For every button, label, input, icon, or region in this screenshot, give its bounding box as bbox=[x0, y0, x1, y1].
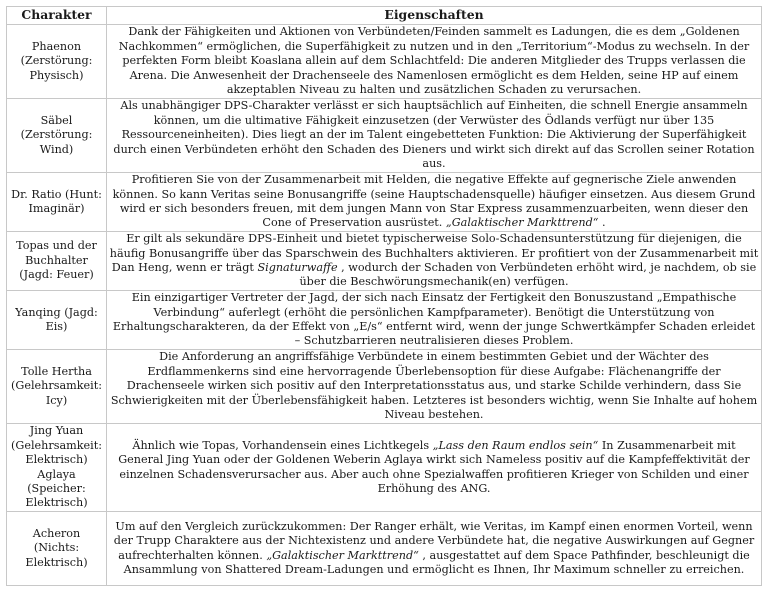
properties-text-after: , ausgestattet auf dem Space Pathfinder, beschleunigt die Ansammlung von Shattered Dream-Ladungen und ermöglicht es Ihnen, Ihr Maximum schneller zu erreichen. bbox=[123, 548, 750, 576]
table-row bbox=[7, 512, 762, 586]
table-row bbox=[7, 173, 762, 232]
character-cell: Dr. Ratio (Hunt: Imaginär) bbox=[7, 173, 107, 232]
properties-text: Die Anforderung an angriffsfähige Verbündete in einem bestimmten Gebiet und der Wächter des Erdflammenkerns sind eine hervorragende Überlebensoption für diese Aufgabe: Flächenangriffe der Drachenseele wirken sich positiv auf den Interpretationsstatus aus, und starke Schilde verhindern, dass Sie Schwierigkeiten mit der Überlebensfähigkeit haben. Letzteres ist besonders wichtig, wenn Sie Inhalte auf hohem Niveau bestehen. bbox=[110, 350, 758, 422]
properties-italic: „Galaktischer Markttrend“ bbox=[266, 548, 419, 562]
properties-text: Ähnlich wie Topas, Vorhandensein eines Lichtkegels bbox=[132, 438, 433, 452]
properties-text-after: . bbox=[598, 216, 606, 230]
header-row bbox=[7, 7, 762, 25]
character-cell: Acheron (Nichts: Elektrisch) bbox=[7, 512, 107, 586]
properties-cell bbox=[107, 512, 762, 586]
properties-italic: „Lass den Raum endlos sein“ bbox=[432, 438, 599, 452]
properties-cell bbox=[107, 350, 762, 424]
table-row bbox=[7, 232, 762, 291]
properties-text: Dank der Fähigkeiten und Aktionen von Verbündeten/Feinden sammelt es Ladungen, die es dem „Goldenen Nachkommen“ ermöglichen, die Superfähigkeit zu nutzen und in den „Territorium“-Modus zu wechseln. In der perfekten Form bleibt Koaslana allein auf dem Schlachtfeld: Die anderen Mitglieder des Trupps verlassen die Arena. Die Anwesenheit der Drachenseele des Namenlosen ermöglicht es dem Helden, seine HP auf einem akzeptablen Niveau zu halten und zusätzlichen Schaden zu verursachen. bbox=[118, 25, 750, 97]
character-cell: Topas und der Buchhalter (Jagd: Feuer) bbox=[7, 232, 107, 291]
properties-italic: „Galaktischer Markttrend“ bbox=[445, 216, 599, 230]
table-row bbox=[7, 424, 762, 512]
properties-text: Er gilt als sekundäre DPS-Einheit und bietet typischerweise Solo-Schadensunterstützung für diejenigen, die häufig Bonusangriffe über das Sparschwein des Buchhalters aktivieren. Er profitiert von der Zusammenarbeit mit Dan Heng, wenn er trägt bbox=[109, 232, 759, 274]
character-table bbox=[6, 6, 762, 586]
properties-text: Ein einzigartiger Vertreter der Jagd, der sich nach Einsatz der Fertigkeit den Bonuszustand „Empathische Verbindung“ auferlegt (erhöht die persönlichen Kampfparameter). Benötigt die Unterstützung von Erhaltungscharakteren, da der Effekt von „E/s“ entfernt wird, wenn der junge Schwertkämpfer Schaden erleidet – Schutzbarrieren neutralisieren dieses Problem. bbox=[112, 291, 756, 348]
table-row bbox=[7, 99, 762, 173]
properties-text-after: In Zusammenarbeit mit General Jing Yuan oder der Goldenen Weberin Aglaya wirkt sich Nameless positiv auf die Kampfeffektivität der einzelnen Schadensverursacher aus. Aber auch ohne Spezialwaffen profitieren Krieger von Schilden und einer Erhöhung des ANG. bbox=[118, 438, 750, 495]
properties-cell bbox=[107, 173, 762, 232]
header-charakter: Charakter bbox=[7, 7, 107, 25]
character-cell: Tolle Hertha (Gelehrsamkeit: Icy) bbox=[7, 350, 107, 424]
character-cell: Phaenon (Zerstörung: Physisch) bbox=[7, 25, 107, 99]
properties-text: Profitieren Sie von der Zusammenarbeit mit Helden, die negative Effekte auf gegnerische Ziele anwenden können. So kann Veritas seine Bonusangriffe (seine Hauptschadensquelle) häufiger einsetzen. Aus diesem Grund wird er sich besonders freuen, mit dem jungen Mann von Star Express zusammenzuarbeiten, wenn dieser den Cone of Preservation ausrüstet. bbox=[112, 173, 756, 230]
properties-cell bbox=[107, 232, 762, 291]
properties-italic: Signaturwaffe bbox=[257, 261, 338, 274]
table-row bbox=[7, 350, 762, 424]
properties-text: Um auf den Vergleich zurückzukommen: Der Ranger erhält, wie Veritas, im Kampf einen enormen Vorteil, wenn der Trupp Charaktere aus der Nichtexistenz und andere Verbündete hat, die negative Auswirkungen auf Gegner aufrechterhalten können. bbox=[113, 519, 755, 562]
table-row bbox=[7, 291, 762, 350]
character-cell: Säbel (Zerstörung: Wind) bbox=[7, 99, 107, 173]
properties-cell bbox=[107, 291, 762, 350]
table-row bbox=[7, 25, 762, 99]
character-cell: Jing Yuan (Gelehrsamkeit: Elektrisch) Aglaya (Speicher: Elektrisch) bbox=[7, 424, 107, 512]
properties-cell bbox=[107, 99, 762, 173]
properties-cell bbox=[107, 25, 762, 99]
header-eigenschaften: Eigenschaften bbox=[107, 7, 762, 25]
properties-text-after: , wodurch der Schaden von Verbündeten erhöht wird, je nachdem, ob sie über die Beschwörungsmechanik(en) verfügen. bbox=[299, 261, 757, 289]
character-cell: Yanqing (Jagd: Eis) bbox=[7, 291, 107, 350]
properties-text: Als unabhängiger DPS-Charakter verlässt er sich hauptsächlich auf Einheiten, die schnell Energie ansammeln können, um die ultimative Fähigkeit einzusetzen (der Verwüster des Ödlands verfügt nur über 135 Ressourceneinheiten). Dies liegt an der im Talent eingebetteten Funktion: Die Aktivierung der Superfähigkeit durch einen Verbündeten erhöht den Schaden des Dieners und wirkt sich direkt auf das Scrollen seiner Rotation aus. bbox=[113, 99, 755, 171]
properties-cell bbox=[107, 424, 762, 512]
